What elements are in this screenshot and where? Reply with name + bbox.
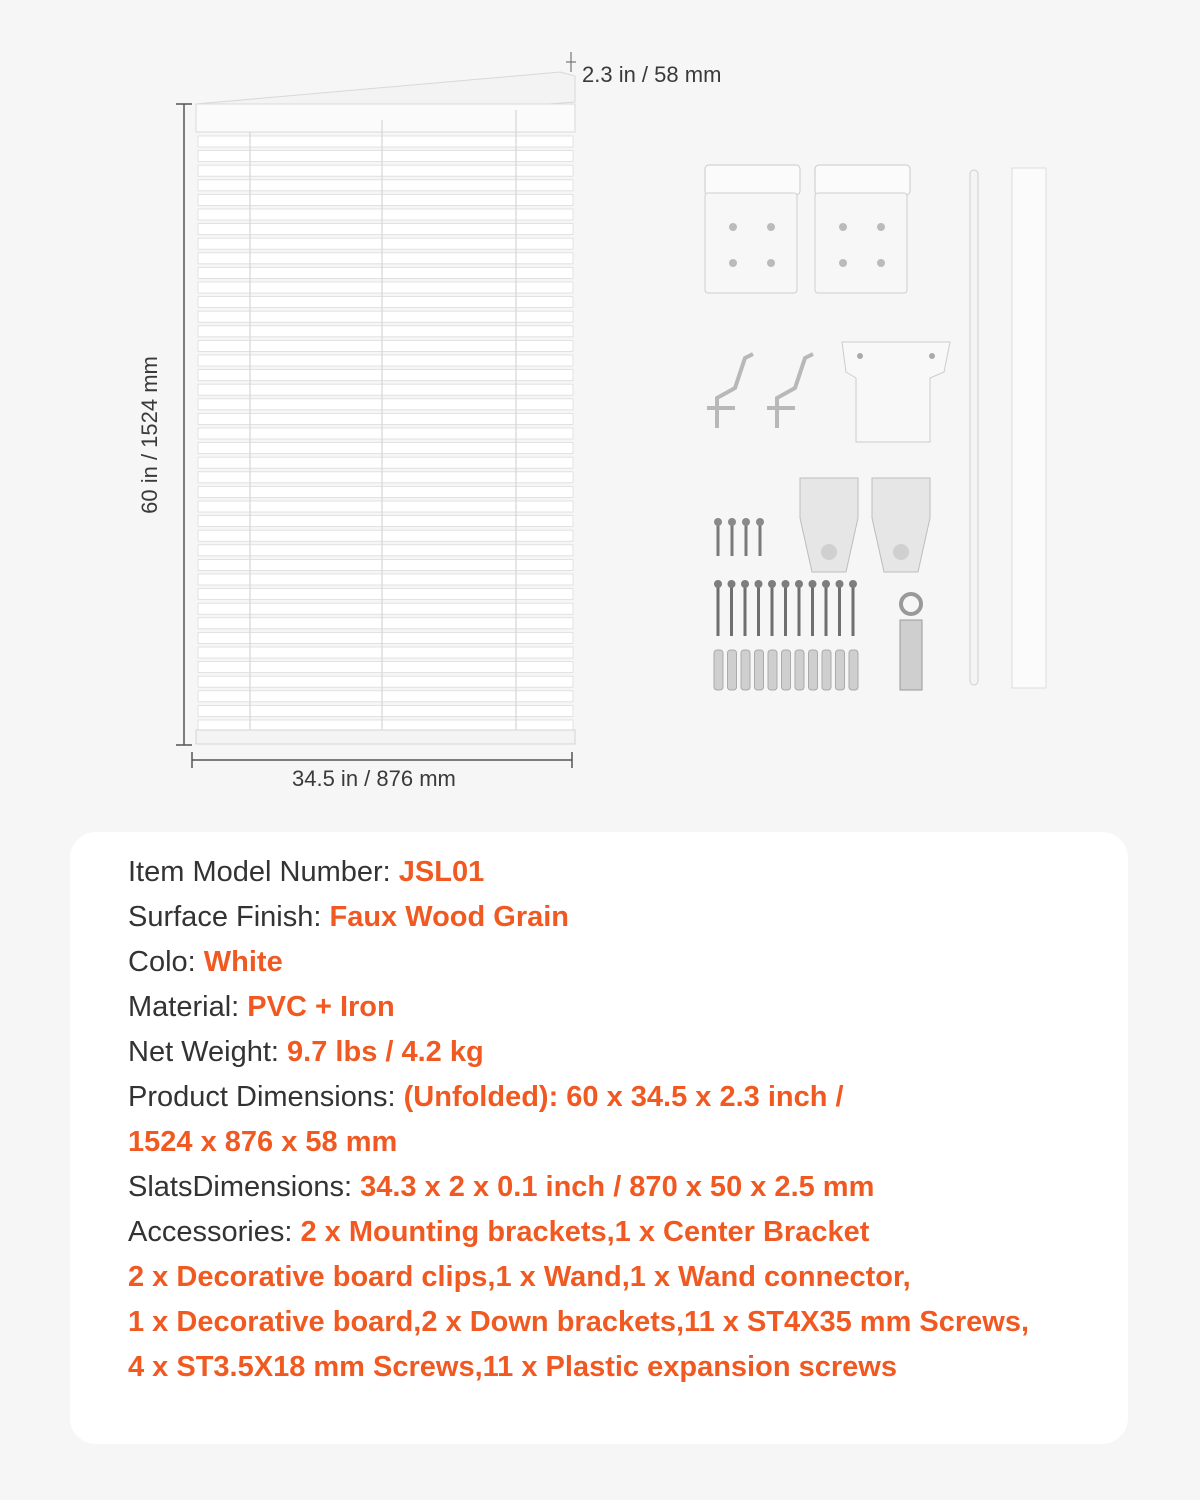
spec-value: 34.3 x 2 x 0.1 inch / 870 x 50 x 2.5 mm — [360, 1171, 875, 1203]
spec-value: 9.7 lbs / 4.2 kg — [287, 1036, 484, 1068]
spec-value: 2 x Mounting brackets,1 x Center Bracket — [300, 1216, 870, 1248]
slat — [198, 413, 573, 424]
height-label: 60 in / 1524 mm — [137, 356, 162, 514]
short-screw-head — [714, 518, 722, 526]
slat — [198, 443, 573, 454]
slat — [198, 165, 573, 176]
plastic-expansion-screws-icon — [714, 650, 858, 690]
down-bracket-icon — [800, 478, 858, 572]
spec-value: 1524 x 876 x 58 mm — [128, 1126, 398, 1158]
spec-line-slats — [128, 1165, 1108, 1210]
spec-value: PVC + Iron — [247, 991, 395, 1023]
plastic-anchor — [809, 650, 818, 690]
spec-line-dimensions — [128, 1075, 1108, 1120]
short-screw-head — [742, 518, 750, 526]
slat — [198, 399, 573, 410]
slat — [198, 457, 573, 468]
spec-value: 4 x ST3.5X18 mm Screws,11 x Plastic expansion screws — [128, 1351, 897, 1383]
spec-label: SlatsDimensions: — [128, 1171, 361, 1203]
long-screws-icon — [714, 580, 857, 636]
long-screw-head — [849, 580, 857, 588]
long-screw-head — [836, 580, 844, 588]
spec-label: Product Dimensions: — [128, 1081, 404, 1113]
spec-line-dimensions-cont — [128, 1120, 1108, 1165]
slat — [198, 486, 573, 497]
slat — [198, 194, 573, 205]
depth-dimension-line — [566, 52, 576, 72]
slat — [198, 326, 573, 337]
slat — [198, 311, 573, 322]
slat — [198, 297, 573, 308]
center-bracket-icon — [842, 342, 950, 442]
specifications-card — [70, 832, 1128, 1444]
spec-label: Net Weight: — [128, 1036, 288, 1068]
plastic-anchor — [795, 650, 804, 690]
spec-label: Material: — [128, 991, 248, 1023]
slat — [198, 136, 573, 147]
spec-list — [128, 850, 1108, 1390]
spec-value: JSL01 — [398, 856, 485, 888]
decorative-board-clip-icon — [767, 354, 813, 428]
slat — [198, 151, 573, 162]
wand-connector-icon — [900, 594, 922, 690]
short-screw-head — [756, 518, 764, 526]
depth-label: 2.3 in / 58 mm — [582, 62, 722, 87]
slat — [198, 501, 573, 512]
plastic-anchor — [714, 650, 723, 690]
slat — [198, 384, 573, 395]
long-screw-head — [795, 580, 803, 588]
headrail — [196, 72, 575, 132]
spec-label: Accessories: — [128, 1216, 301, 1248]
plastic-anchor — [728, 650, 737, 690]
long-screw-head — [728, 580, 736, 588]
spec-line-accessories-cont — [128, 1300, 1108, 1345]
long-screw-head — [755, 580, 763, 588]
spec-line-weight — [128, 1030, 1108, 1075]
spec-line-color — [128, 940, 1108, 985]
decorative-board-icon — [1012, 168, 1046, 688]
slat — [198, 267, 573, 278]
slat — [198, 676, 573, 687]
slat — [198, 209, 573, 220]
spec-line-accessories — [128, 1210, 1108, 1255]
slats — [198, 136, 573, 731]
short-screws-icon — [714, 518, 764, 556]
mounting-bracket-icon — [815, 165, 910, 293]
slat — [198, 705, 573, 716]
spec-value: 2 x Decorative board clips,1 x Wand,1 x Wand connector, — [128, 1261, 911, 1293]
slat — [198, 355, 573, 366]
slat — [198, 340, 573, 351]
spec-value: White — [203, 946, 283, 978]
spec-label: Item Model Number: — [128, 856, 399, 888]
slat — [198, 428, 573, 439]
bottom-rail — [196, 730, 575, 744]
slat — [198, 647, 573, 658]
mounting-bracket-icon — [705, 165, 800, 293]
slat — [198, 618, 573, 629]
long-screw-head — [768, 580, 776, 588]
long-screw-head — [782, 580, 790, 588]
spec-value: 1 x Decorative board,2 x Down brackets,11 x ST4X35 mm Screws, — [128, 1306, 1030, 1338]
slat — [198, 545, 573, 556]
slat — [198, 238, 573, 249]
short-screw-head — [728, 518, 736, 526]
slat — [198, 720, 573, 731]
spec-line-accessories-cont — [128, 1255, 1108, 1300]
slat — [198, 224, 573, 235]
plastic-anchor — [741, 650, 750, 690]
slat — [198, 370, 573, 381]
spec-line-finish — [128, 895, 1108, 940]
decorative-board-clip-icon — [707, 354, 753, 428]
height-dimension-line — [176, 104, 192, 745]
plastic-anchor — [849, 650, 858, 690]
slat — [198, 662, 573, 673]
spec-value: Faux Wood Grain — [329, 901, 570, 933]
long-screw-head — [714, 580, 722, 588]
slat — [198, 530, 573, 541]
long-screw-head — [741, 580, 749, 588]
down-bracket-icon — [872, 478, 930, 572]
width-label: 34.5 in / 876 mm — [292, 766, 456, 791]
plastic-anchor — [768, 650, 777, 690]
wand-icon — [970, 170, 978, 685]
long-screw-head — [809, 580, 817, 588]
slat — [198, 691, 573, 702]
spec-line-model — [128, 850, 1108, 895]
spec-value: (Unfolded): 60 x 34.5 x 2.3 inch / — [403, 1081, 844, 1113]
spec-label: Colo: — [128, 946, 204, 978]
plastic-anchor — [822, 650, 831, 690]
slat — [198, 589, 573, 600]
plastic-anchor — [836, 650, 845, 690]
long-screw-head — [822, 580, 830, 588]
slat — [198, 253, 573, 264]
slat — [198, 574, 573, 585]
plastic-anchor — [782, 650, 791, 690]
slat — [198, 632, 573, 643]
slat — [198, 559, 573, 570]
slat — [198, 180, 573, 191]
slat — [198, 603, 573, 614]
slat — [198, 516, 573, 527]
plastic-anchor — [755, 650, 764, 690]
slat — [198, 472, 573, 483]
slat — [198, 282, 573, 293]
spec-label: Surface Finish: — [128, 901, 330, 933]
spec-line-material — [128, 985, 1108, 1030]
spec-line-accessories-cont — [128, 1345, 1108, 1390]
